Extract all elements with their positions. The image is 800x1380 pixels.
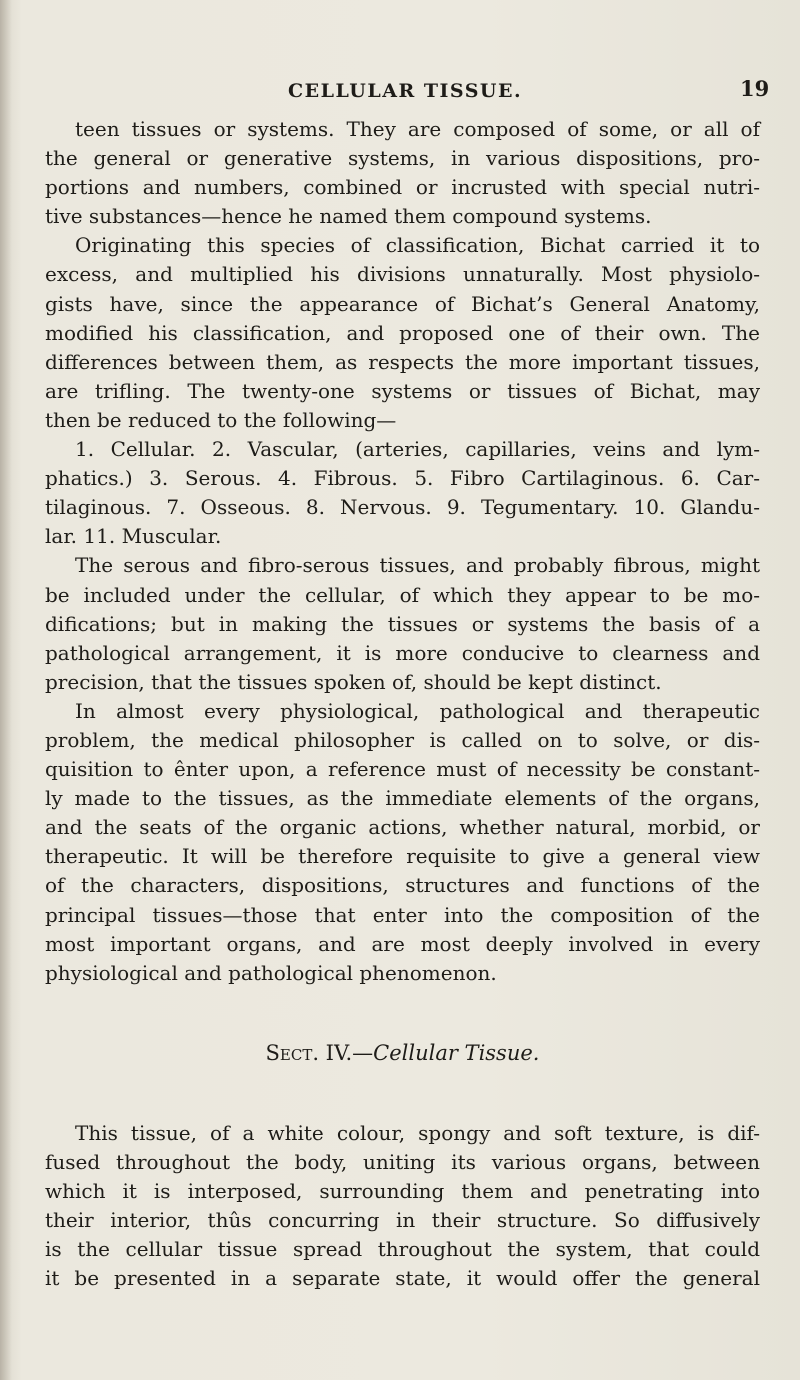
text-line: principal tissues—those that enter into the composition of the bbox=[45, 902, 760, 927]
text-line: phatics.) 3. Serous. 4. Fibrous. 5. Fibro Cartilaginous. 6. Car- bbox=[45, 466, 760, 491]
text-line: modified his classification, and proposed one of their own. The bbox=[45, 320, 760, 345]
section-heading bbox=[45, 1039, 760, 1068]
text-line: be included under the cellular, of which they appear to be mo- bbox=[45, 582, 760, 607]
text-line: are trifling. The twenty-one systems or tissues of Bichat, may bbox=[45, 378, 760, 403]
text-line: ly made to the tissues, as the immediate elements of the organs, bbox=[45, 786, 760, 811]
binding-shadow bbox=[0, 0, 12, 1380]
paragraph bbox=[45, 1119, 760, 1294]
text-line: This tissue, of a white colour, spongy and soft texture, is dif- bbox=[75, 1120, 760, 1145]
running-head bbox=[0, 76, 800, 110]
text-line: and the seats of the organic actions, whether natural, morbid, or bbox=[45, 815, 760, 840]
paragraph bbox=[45, 551, 760, 696]
text-line: pathological arrangement, it is more conducive to clearness and bbox=[45, 640, 760, 665]
text-line: gists have, since the appearance of Bichat’s General Anatomy, bbox=[45, 291, 760, 316]
section-title: Cellular Tissue. bbox=[373, 1040, 540, 1065]
text-line: precision, that the tissues spoken of, should be kept distinct. bbox=[45, 669, 662, 694]
paragraph bbox=[45, 231, 760, 435]
paragraphs-before bbox=[45, 115, 760, 988]
text-line: In almost every physiological, pathological and therapeutic bbox=[75, 698, 760, 723]
body-text bbox=[45, 115, 760, 1293]
section-number: Sect. IV.— bbox=[265, 1040, 374, 1065]
text-line: physiological and pathological phenomenon. bbox=[45, 960, 497, 985]
text-line: excess, and multiplied his divisions unnaturally. Most physiolo- bbox=[45, 262, 760, 287]
text-line: Originating this species of classification, Bichat carried it to bbox=[75, 233, 760, 258]
text-line: problem, the medical philosopher is called on to solve, or dis- bbox=[45, 727, 760, 752]
text-line: fused throughout the body, uniting its various organs, between bbox=[45, 1149, 760, 1174]
text-line: of the characters, dispositions, structures and functions of the bbox=[45, 873, 760, 898]
paragraph bbox=[45, 115, 760, 231]
text-line: portions and numbers, combined or incrusted with special nutri- bbox=[45, 175, 760, 200]
text-line: differences between them, as respects the more important tissues, bbox=[45, 349, 760, 374]
paragraphs-after bbox=[45, 1119, 760, 1294]
text-line: is the cellular tissue spread throughout the system, that could bbox=[45, 1237, 760, 1262]
text-line: teen tissues or systems. They are composed of some, or all of bbox=[75, 117, 760, 141]
page-number: 19 bbox=[740, 76, 770, 101]
text-line: most important organs, and are most deeply involved in every bbox=[45, 931, 760, 956]
text-line: tive substances—hence he named them compound systems. bbox=[45, 204, 652, 229]
text-line: therapeutic. It will be therefore requisite to give a general view bbox=[45, 844, 760, 869]
text-line: their interior, thûs concurring in their structure. So diffusively bbox=[45, 1208, 760, 1233]
text-line: it be presented in a separate state, it would offer the general bbox=[45, 1266, 760, 1291]
text-line: then be reduced to the following— bbox=[45, 407, 397, 432]
text-line: quisition to ênter upon, a reference must of necessity be constant- bbox=[45, 757, 760, 782]
text-line: 1. Cellular. 2. Vascular, (arteries, capillaries, veins and lym- bbox=[75, 437, 760, 462]
text-line: the general or generative systems, in various dispositions, pro- bbox=[45, 146, 760, 171]
text-line: lar. 11. Muscular. bbox=[45, 524, 222, 549]
text-line: which it is interposed, surrounding them and penetrating into bbox=[45, 1179, 760, 1203]
text-line: difications; but in making the tissues or systems the basis of a bbox=[45, 611, 760, 636]
paragraph bbox=[45, 697, 760, 988]
paragraph bbox=[45, 435, 760, 551]
text-line: The serous and fibro-serous tissues, and probably fibrous, might bbox=[75, 553, 760, 578]
text-line: tilaginous. 7. Osseous. 8. Nervous. 9. Tegumentary. 10. Glandu- bbox=[45, 495, 760, 520]
running-title: CELLULAR TISSUE. bbox=[288, 80, 523, 102]
